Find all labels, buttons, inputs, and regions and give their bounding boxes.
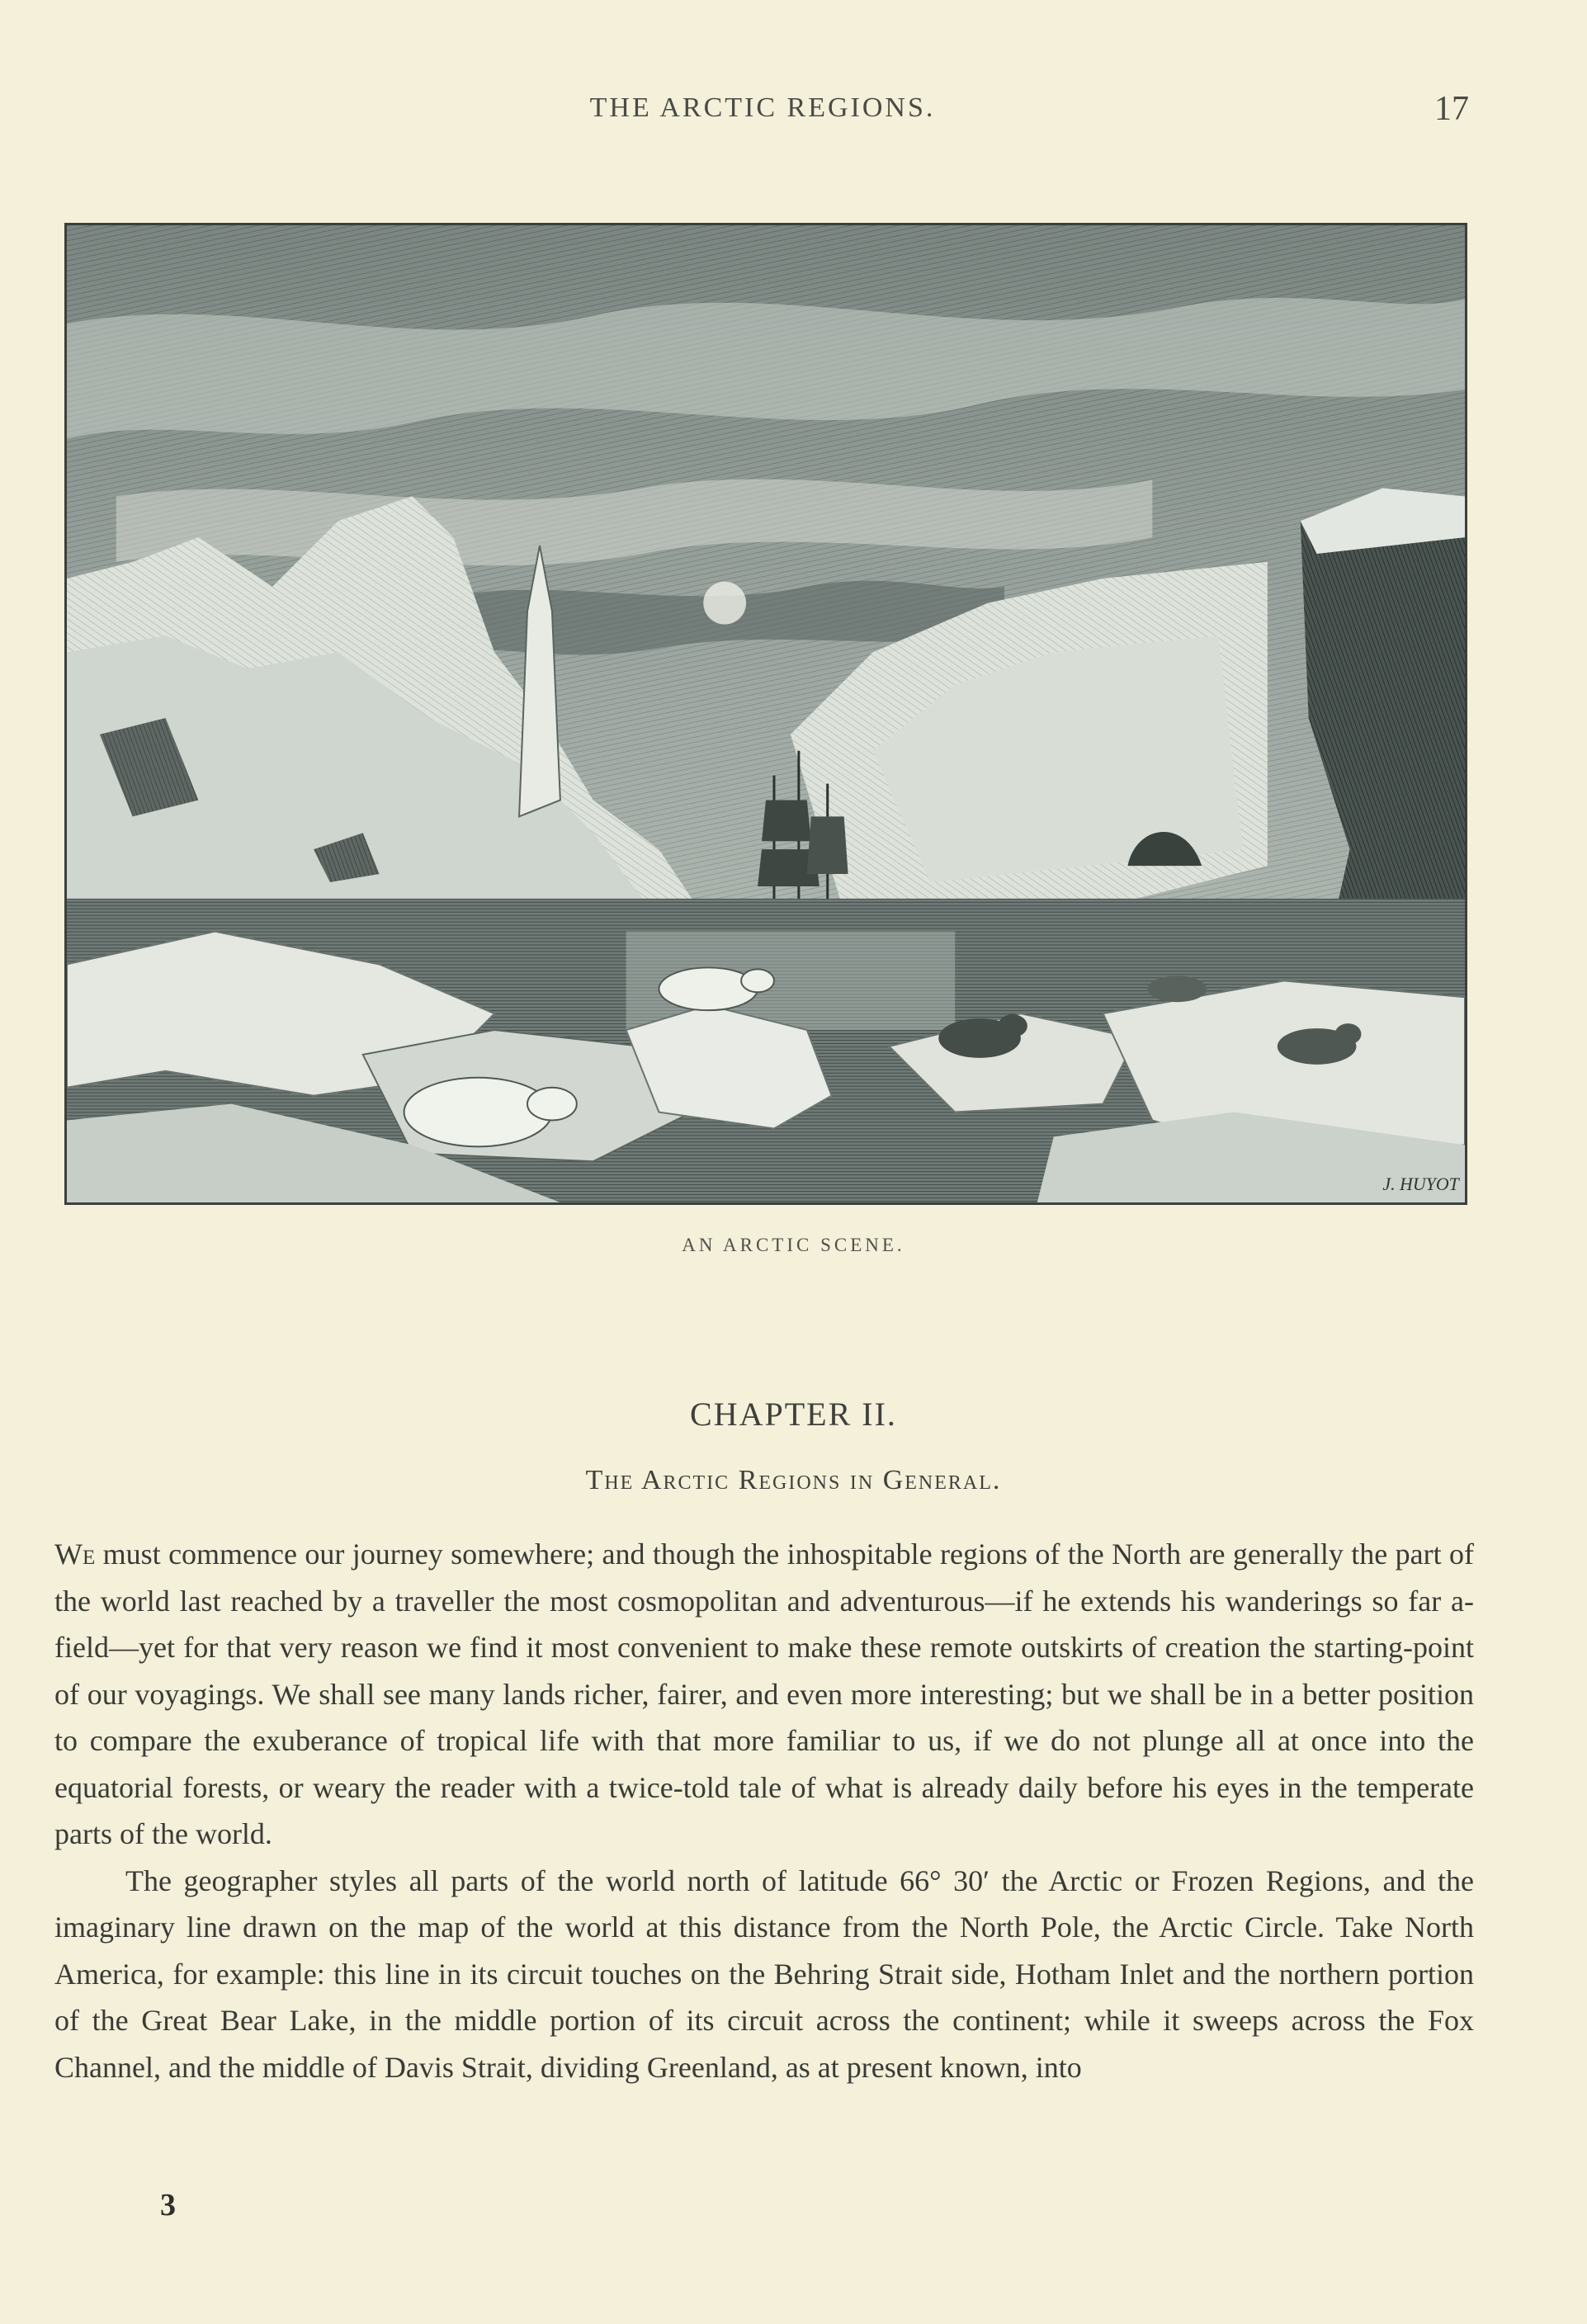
- engraver-signature: J. HUYOT: [1382, 1174, 1459, 1195]
- illustration-caption: AN ARCTIC SCENE.: [682, 1235, 905, 1255]
- signature-mark: 3: [160, 2188, 176, 2222]
- body-text: [54, 1531, 1474, 2090]
- chapter-number: CHAPTER II.: [690, 1396, 897, 1433]
- page-number: 17: [1434, 90, 1469, 128]
- arctic-scene-engraving: [64, 223, 1467, 1205]
- chapter-title: The Arctic Regions in General.: [585, 1465, 1002, 1495]
- walrus-icon: [1147, 975, 1207, 1002]
- paragraph: [54, 1858, 1474, 2091]
- running-head: [56, 92, 1469, 134]
- paragraph: [54, 1531, 1474, 1858]
- paragraph-text: must commence our journey somewhere; and though the inhospitable regions of the North are generally the part of the world last reached by a traveller the most cosmopolitan and adventurous—if he extends his wanderings so far a-field—yet for that very reason we find it most convenient to make these remote outskirts of creation the starting-point of our voyagings. We shall see many lands richer, fairer, and even more interesting; but we shall be in a better position to compare the exuberance of tropical life with that more familiar to us, if we do not plunge all at once into the equatorial forests, or weary the reader with a twice-told tale of what is already daily before his eyes in the temperate parts of the world.: [54, 1538, 1474, 1850]
- paragraph-text: The geographer styles all parts of the world north of latitude 66° 30′ the Arctic or Frozen Regions, and the imaginary line drawn on the map of the world at this distance from the North Pole, the Arctic Circle. Take North America, for example: this line in its circuit touches on the Behring Strait side, Hotham Inlet and the northern portion of the Great Bear Lake, in the middle portion of its circuit across the continent; while it sweeps across the Fox Channel, and the middle of Davis Strait, dividing Greenland, as at present known, into: [54, 1863, 1474, 2084]
- running-title: THE ARCTIC REGIONS.: [589, 92, 936, 123]
- paragraph-opening-word: We: [54, 1538, 96, 1571]
